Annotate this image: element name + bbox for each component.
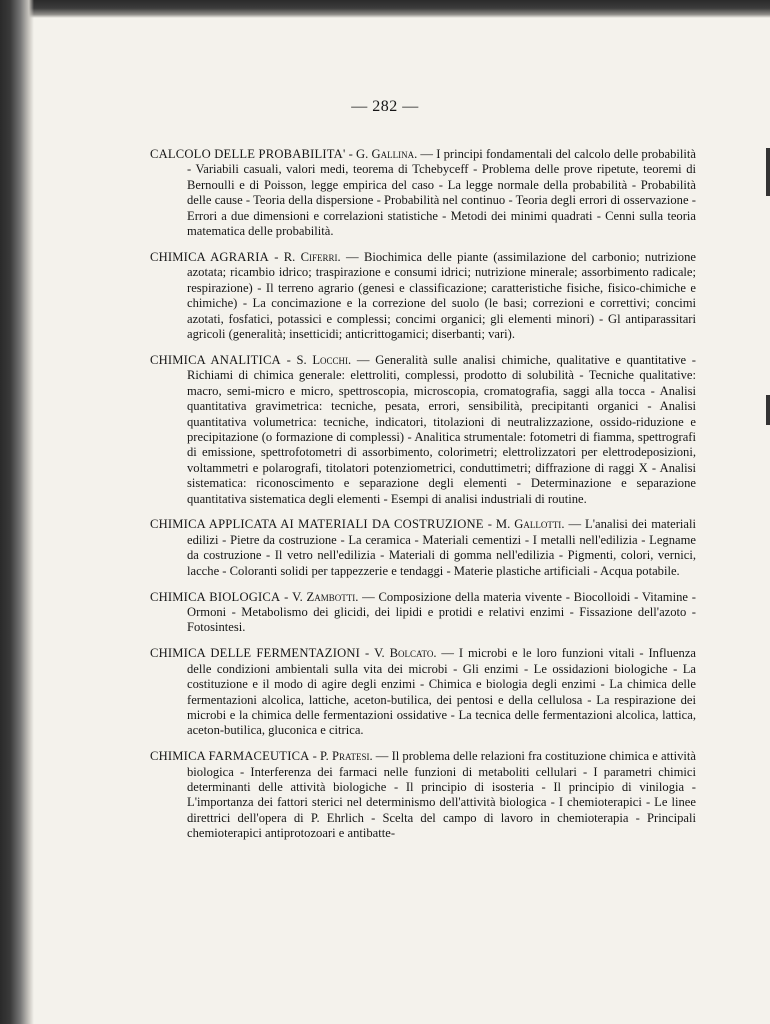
course-description: Il problema delle relazioni fra costituzione chimica e attività biologica - Interferenza dei farmaci nelle funzioni di metaboliti cellulari - I parametri chimici determinanti delle attività biologiche - Il principio di isosteria - Il principio di vinilogia - L'importanza dei fattori sterici nel determinismo dell'attività biologica - I chemioterapici - Le linee direttrici dell'opera di P. Ehrlich - Scelta del campo di lavoro in chemioterapia - Principali chemioterapici antiprotozoari e antibatte-: [187, 749, 696, 841]
course-title: CALCOLO DELLE PROBABILITA': [150, 147, 346, 161]
syllabus-entry: CHIMICA BIOLOGICA - V. Zambotti. — Composizione della materia vivente - Biocolloidi - Vitamine - Ormoni - Metabolismo dei glicidi, dei lipidi e protidi e relativi enzimi - Fissazione dell'azoto - Fotosintesi.: [150, 589, 696, 635]
course-title: CHIMICA AGRARIA: [150, 249, 269, 264]
syllabus-entry: CHIMICA FARMACEUTICA - P. Pratesi. — Il problema delle relazioni fra costituzione chimica e attività biologica - Interferenza dei farmaci nelle funzioni di metaboliti cellulari - I parametri chimici determinanti delle attività biologiche - Il principio di isosteria - Il principio di vinilogia - L'importanza dei fattori sterici nel determinismo dell'attività biologica - I chemioterapici - Le linee direttrici dell'opera di P. Ehrlich - Scelta del campo di lavoro in chemioterapia - Principali chemioterapici antiprotozoari e antibatte-: [150, 749, 696, 841]
course-author: V. Bolcato: [374, 646, 434, 661]
course-description: I principi fondamentali del calcolo delle probabilità - Variabili casuali, valori medi, teorema di Tchebyceff - Problema delle prove ripetute, teoremi di Bernoulli e di Poisson, legge empirica del caso - La legge normale della probabilità - Probabilità delle cause - Teoria della dispersione - Probabilità nel continuo - Teoria degli errori di osservazione - Errori a due dimensioni e correlazioni statistiche - Metodi dei minimi quadrati - Cenni sulla teoria matematica delle probabilità.: [187, 147, 696, 239]
course-title: CHIMICA BIOLOGICA: [150, 589, 281, 604]
syllabus-entry: CHIMICA AGRARIA - R. Ciferri. — Biochimica delle piante (assimilazione del carbonio; nutrizione azotata; ricambio idrico; traspirazione e consumi idrici; nutrizione minerale; assorbimento radicale; respirazione) - Il terreno agrario (genesi e classificazione; caratteristiche fisiche, fisico-chimiche e chimiche) - La concimazione e la correzione del suolo (le basi; correzioni e correttivi; concimi azotati, fosfatici, potassici e complessi; concimi organici; gli elementi minori) - Gl antiparassitari agricoli (generalità; insetticidi; anticrittogamici; diserbanti; vari).: [150, 249, 696, 341]
scan-right-mark: [766, 395, 770, 425]
course-title: CHIMICA ANALITICA: [150, 352, 281, 367]
course-description: I microbi e le loro funzioni vitali - Influenza delle condizioni ambientali sulla vita dei microbi - Gli enzimi - Le ossidazioni biologiche - La costituzione e il modo di agire degli enzimi - Chimica e biologia degli enzimi - La chimica delle fermentazioni alcolica, lattiche, aceton-butilica, dei pentosi e della cellulosa - La respirazione dei microbi e la chimica delle fermentazioni ossidative - La tecnica delle fermentazioni alcolica, lattica, aceton-butilica, gluconica e citrica.: [187, 646, 696, 738]
course-title: CHIMICA APPLICATA AI MATERIALI DA COSTRUZIONE: [150, 517, 484, 532]
scan-right-mark: [766, 148, 770, 196]
course-title: CHIMICA FARMACEUTICA: [150, 749, 310, 764]
course-author: V. Zambotti: [292, 589, 356, 604]
course-author: R. Ciferri: [283, 249, 338, 264]
course-description: Generalità sulle analisi chimiche, qualitative e quantitative - Richiami di chimica generale: elettroliti, complessi, prodotto di solubilità - Tecniche qualitative: macro, semi-micro e micro, spettroscopia, microscopia, cromatografia, saggi alla tocca - Analisi quantitativa gravimetrica: tecniche, pesata, errori, sensibilità, precipitanti organici - Analisi quantitativa volumetrica: tecniche, indicatori, titolazioni di neutralizzazione, ossido-riduzione e precipitazione (o formazione di complessi) - Analitica strumentale: fotometri di fiamma, spettrografi di emissione, spettrofotometri di assorbimento, colorimetri; elettrolizzatori per elettrodeposizioni, voltammetri e polarografi, titolatori potenziometrici, conduttimetri; diffrazione di raggi X - Analisi sistematica: riconoscimento e separazione degli elementi - Determinazione e separazione quantitativa sistematica degli elementi - Esempi di analisi industriali di routine.: [187, 352, 696, 506]
syllabus-entry: CHIMICA ANALITICA - S. Locchi. — Generalità sulle analisi chimiche, qualitative e quantitative - Richiami di chimica generale: elettroliti, complessi, prodotto di solubilità - Tecniche qualitative: macro, semi-micro e micro, spettroscopia, microscopia, cromatografia, saggi alla tocca - Analisi quantitativa gravimetrica: tecniche, pesata, errori, sensibilità, precipitanti organici - Analisi quantitativa volumetrica: tecniche, indicatori, titolazioni di neutralizzazione, ossido-riduzione e precipitazione (o formazione di complessi) - Analitica strumentale: fotometri di fiamma, spettrografi di emissione, spettrofotometri di assorbimento, colorimetri; elettrolizzatori per elettrodeposizioni, voltammetri e polarografi, titolatori potenziometrici, conduttimetri; diffrazione di raggi X - Analisi sistematica: riconoscimento e separazione degli elementi - Determinazione e separazione quantitativa sistematica degli elementi - Esempi di analisi industriali di routine.: [150, 352, 696, 506]
syllabus-entry: CHIMICA APPLICATA AI MATERIALI DA COSTRUZIONE - M. Gallotti. — L'analisi dei materiali edilizi - Pietre da costruzione - La ceramica - Materiali cementizi - I metalli nell'edilizia - Legname da costruzione - Il vetro nell'edilizia - Materiali di gomma nell'edilizia - Pigmenti, colori, vernici, lacche - Coloranti solidi per tappezzerie e tendaggi - Materie plastiche artificiali - Acqua potabile.: [150, 517, 697, 578]
course-author: P. Pratesi: [320, 749, 370, 764]
course-author: S. Locchi: [296, 352, 349, 367]
syllabus-list: [150, 147, 696, 852]
course-author: G. Gallina: [356, 147, 415, 161]
scan-binding-edge: [0, 0, 34, 1024]
course-description: Composizione della materia vivente - Biocolloidi - Vitamine - Ormoni - Metabolismo dei glicidi, dei lipidi e protidi e relativi enzimi - Fissazione dell'azoto - Fotosintesi.: [187, 589, 696, 635]
course-title: CHIMICA DELLE FERMENTAZIONI: [150, 646, 361, 661]
scan-top-edge: [0, 0, 770, 18]
page-number: — 282 —: [351, 98, 419, 115]
course-description: Biochimica delle piante (assimilazione del carbonio; nutrizione azotata; ricambio idrico; traspirazione e consumi idrici; nutrizione minerale; assorbimento radicale; respirazione) - Il terreno agrario (genesi e classificazione; caratteristiche fisiche, fisico-chimiche e chimiche) - La concimazione e la correzione del suolo (le basi; correzioni e correttivi; concimi azotati, fosfatici, potassici e complessi; concimi organici; gli elementi minori) - Gl antiparassitari agricoli (generalità; insetticidi; anticrittogamici; diserbanti; vari).: [187, 249, 696, 341]
course-author: M. Gallotti: [495, 517, 562, 532]
course-description: L'analisi dei materiali edilizi - Pietre da costruzione - La ceramica - Materiali cementizi - I metalli nell'edilizia - Legname da costruzione - Il vetro nell'edilizia - Materiali di gomma nell'edilizia - Pigmenti, colori, vernici, lacche - Coloranti solidi per tappezzerie e tendaggi - Materie plastiche artificiali - Acqua potabile.: [187, 517, 697, 578]
syllabus-entry: CHIMICA DELLE FERMENTAZIONI - V. Bolcato. — I microbi e le loro funzioni vitali - Influenza delle condizioni ambientali sulla vita dei microbi - Gli enzimi - Le ossidazioni biologiche - La costituzione e il modo di agire degli enzimi - Chimica e biologia degli enzimi - La chimica delle fermentazioni alcolica, lattiche, aceton-butilica, dei pentosi e della cellulosa - La respirazione dei microbi e la chimica delle fermentazioni ossidative - La tecnica delle fermentazioni alcolica, lattica, aceton-butilica, gluconica e citrica.: [150, 646, 696, 738]
syllabus-entry: CALCOLO DELLE PROBABILITA' - G. Gallina. — I principi fondamentali del calcolo delle probabilità - Variabili casuali, valori medi, teorema di Tchebyceff - Problema delle prove ripetute, teoremi di Bernoulli e di Poisson, legge empirica del caso - La legge normale della probabilità - Probabilità delle cause - Teoria della dispersione - Probabilità nel continuo - Teoria degli errori di osservazione - Errori a due dimensioni e correlazioni statistiche - Metodi dei minimi quadrati - Cenni sulla teoria matematica delle probabilità.: [150, 147, 696, 239]
